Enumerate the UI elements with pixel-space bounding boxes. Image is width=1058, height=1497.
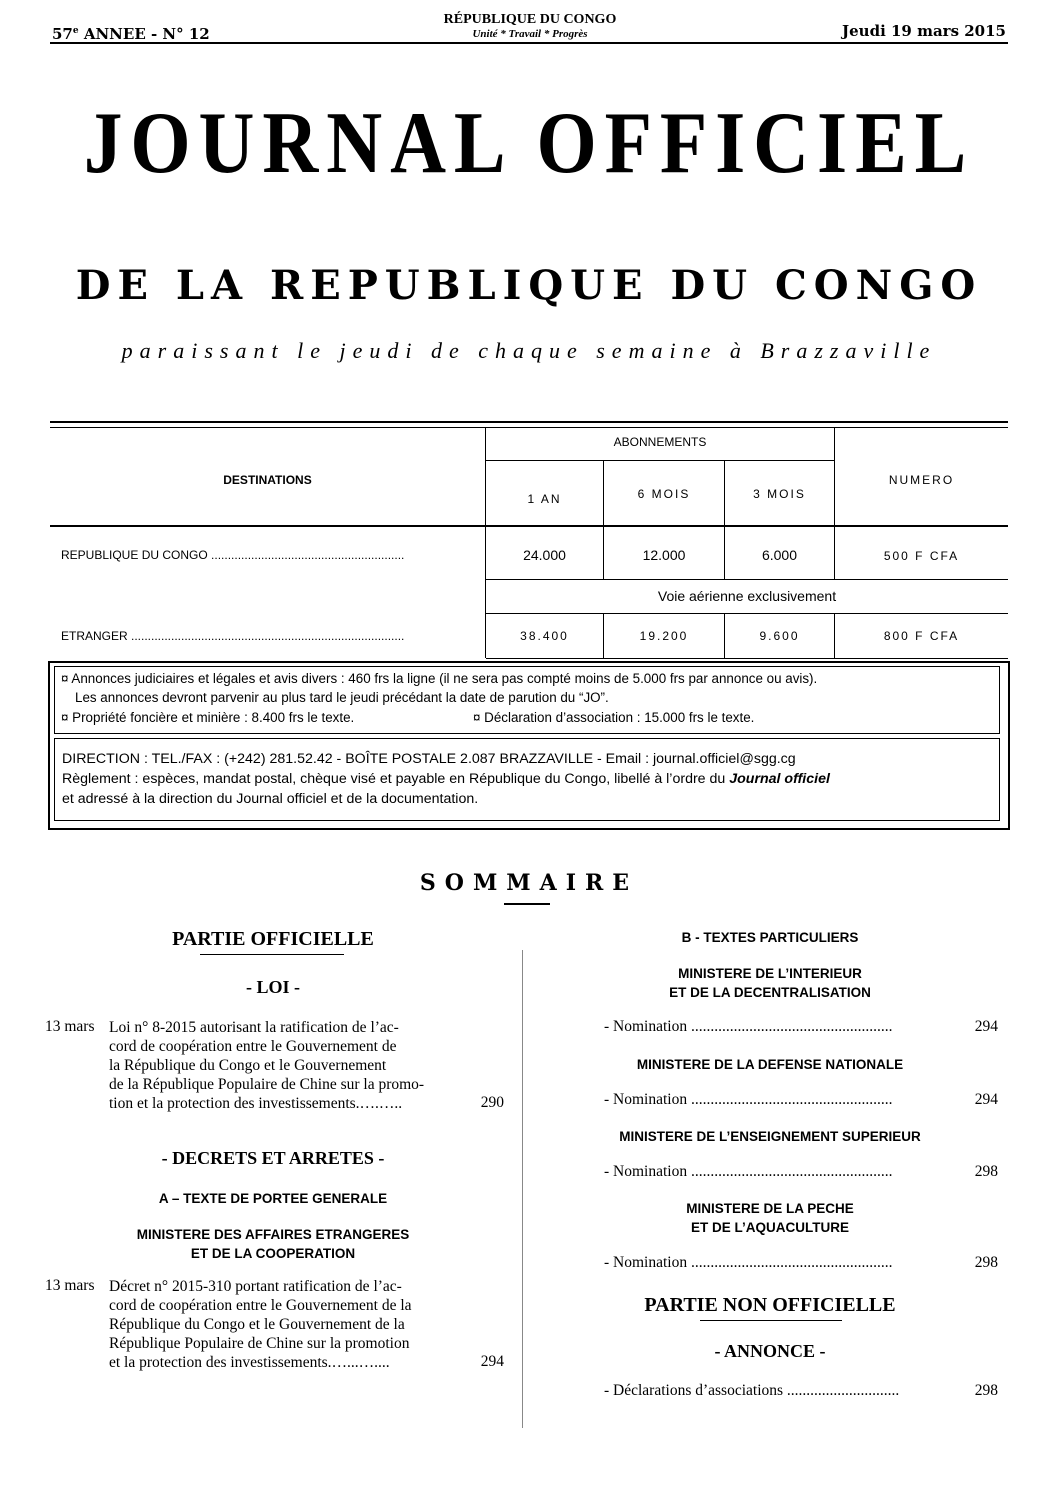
ministere-line: MINISTERE DE L’INTERIEUR	[678, 966, 862, 981]
partie-officielle-underline	[200, 954, 344, 955]
ministere-defense: MINISTERE DE LA DEFENSE NATIONALE	[636, 1057, 904, 1072]
sommaire-underline	[504, 903, 550, 905]
country-motto: Unité * Travail * Progrès	[472, 28, 588, 40]
loi-line: de la République Populaire de Chine sur la promo-	[109, 1076, 425, 1093]
decret-line: et la protection des investissements.…...…....	[109, 1354, 390, 1371]
table-vline-1	[485, 427, 486, 658]
row-price-1an: 24.000	[523, 547, 566, 563]
journal-name-emphasis: Journal officiel	[729, 771, 830, 787]
row-price-6mois: 12.000	[642, 547, 686, 563]
header-country	[380, 12, 680, 40]
texte-portee-generale: A – TEXTE DE PORTEE GENERALE	[158, 1191, 388, 1206]
ministere-line: MINISTERE DE LA PECHE	[686, 1201, 854, 1216]
row-destination: ETRANGER ..................................................................................	[61, 629, 405, 643]
ministere-line: ET DE LA COOPERATION	[190, 1246, 356, 1261]
row-price-numero: 800 F CFA	[883, 629, 960, 643]
notice-line-2: Les annonces devront parvenir au plus tard le jeudi précédant la date de parution du “JO”.	[75, 690, 609, 705]
ministere-line: ET DE LA DECENTRALISATION	[669, 985, 871, 1000]
nomination-page: 298	[974, 1254, 998, 1271]
partie-non-officielle-heading: PARTIE NON OFFICIELLE	[644, 1294, 896, 1316]
row-price-3mois: 6.000	[761, 547, 798, 563]
col-1an: 1 AN	[527, 492, 562, 506]
journal-subtitle: DE LA REPUBLIQUE DU CONGO	[75, 262, 983, 309]
row-destination: REPUBLIQUE DU CONGO ..........................................................	[61, 548, 405, 562]
loi-text	[109, 1018, 454, 1113]
journal-tagline: paraissant le jeudi de chaque semaine à Brazzaville	[121, 338, 937, 363]
table-rule-top2	[50, 427, 1008, 428]
issue-rest: ANNEE - N° 12	[78, 25, 210, 43]
direction-line-2	[62, 770, 830, 788]
decrets-heading: - DECRETS ET ARRETES -	[161, 1148, 385, 1168]
table-rule-abonn	[486, 460, 834, 461]
direction-line-1: DIRECTION : TEL./FAX : (+242) 281.52.42 - BOÎTE POSTALE 2.087 BRAZZAVILLE - Email : journal.officiel@sgg.cg	[62, 751, 796, 767]
col-6mois: 6 MOIS	[637, 487, 691, 501]
col-3mois: 3 MOIS	[753, 487, 806, 501]
ministere-enseignement: MINISTERE DE L’ENSEIGNEMENT SUPERIEUR	[619, 1129, 921, 1144]
country-name: RÉPUBLIQUE DU CONGO	[443, 12, 617, 27]
row-price-1an: 38.400	[520, 629, 569, 643]
issue-year-suffix: e	[72, 26, 79, 36]
decret-text	[109, 1277, 454, 1372]
nomination-page: 298	[974, 1163, 998, 1180]
partie-non-officielle-underline	[700, 1320, 842, 1321]
decret-date: 13 mars	[45, 1277, 95, 1294]
direction-line-3: et adressé à la direction du Journal officiel et de la documentation.	[62, 791, 479, 807]
declarations-page: 298	[974, 1382, 998, 1399]
row-price-3mois: 9.600	[759, 629, 800, 643]
notice-line-1: ¤ Annonces judiciaires et légales et avis divers : 460 frs la ligne (il ne sera pas compté moins de 5.000 frs par annonce ou avis).	[61, 671, 818, 686]
loi-heading: - LOI -	[246, 977, 300, 997]
col-abonnements: ABONNEMENTS	[613, 435, 707, 449]
loi-line: cord de coopération entre le Gouvernement de	[109, 1038, 397, 1055]
col-destinations: DESTINATIONS	[223, 473, 312, 487]
loi-date: 13 mars	[45, 1018, 95, 1035]
nomination-page: 294	[974, 1018, 998, 1035]
partie-officielle-heading: PARTIE OFFICIELLE	[172, 928, 374, 950]
row-price-6mois: 19.200	[639, 629, 689, 643]
table-rule-top	[50, 421, 1008, 423]
column-divider	[522, 950, 523, 1428]
col-numero: NUMERO	[888, 473, 955, 487]
table-rule-row2	[486, 658, 1008, 659]
decret-line: Décret n° 2015-310 portant ratification de l’ac-	[109, 1278, 402, 1295]
annonce-heading: - ANNONCE -	[714, 1341, 826, 1361]
nomination-entry: - Nomination ....................................................	[604, 1163, 893, 1180]
air-note: Voie aérienne exclusivement	[657, 588, 837, 604]
table-rule-row1	[486, 579, 1008, 580]
sommaire-title: SOMMAIRE	[419, 870, 639, 896]
ministere-affaires-etrangeres	[48, 1225, 498, 1263]
row-price-numero: 500 F CFA	[883, 549, 960, 563]
loi-line: la République du Congo et le Gouvernement	[109, 1057, 387, 1074]
table-rule-head	[50, 525, 1008, 527]
declarations-entry: - Déclarations d’associations .............................	[604, 1382, 900, 1399]
ministere-peche	[545, 1199, 995, 1237]
nomination-entry: - Nomination ....................................................	[604, 1091, 893, 1108]
header-rule	[50, 42, 1008, 44]
table-rule-air	[486, 613, 1008, 614]
nomination-page: 294	[974, 1091, 998, 1108]
payment-text: Règlement : espèces, mandat postal, chèque visé et payable en République du Congo, libellé à l’ordre du	[62, 771, 730, 787]
decret-page: 294	[480, 1353, 504, 1370]
nomination-entry: - Nomination ....................................................	[604, 1254, 893, 1271]
ministere-line: MINISTERE DES AFFAIRES ETRANGERES	[136, 1227, 410, 1242]
ministere-line: ET DE L’AQUACULTURE	[691, 1220, 849, 1235]
issue-year: 57	[52, 25, 73, 43]
nomination-entry: - Nomination ....................................................	[604, 1018, 893, 1035]
loi-page: 290	[480, 1094, 504, 1111]
ministere-interieur	[545, 964, 995, 1002]
loi-line: Loi n° 8-2015 autorisant la ratification de l’ac-	[109, 1019, 399, 1036]
decret-line: cord de coopération entre le Gouvernement de la	[109, 1297, 412, 1314]
textes-particuliers: B - TEXTES PARTICULIERS	[681, 930, 859, 945]
decret-line: République Populaire de Chine sur la promotion	[109, 1335, 410, 1352]
loi-line: tion et la protection des investissements.….…..	[109, 1095, 403, 1112]
issue-date: Jeudi 19 mars 2015	[842, 22, 1006, 40]
decret-line: République du Congo et le Gouvernement de la	[109, 1316, 405, 1333]
notice-line-3a: ¤ Propriété foncière et minière : 8.400 frs le texte.	[61, 710, 355, 725]
issue-number	[52, 25, 210, 43]
notice-line-3b: ¤ Déclaration d’association : 15.000 frs le texte.	[473, 710, 755, 725]
journal-title: JOURNAL OFFICIEL	[83, 95, 975, 192]
